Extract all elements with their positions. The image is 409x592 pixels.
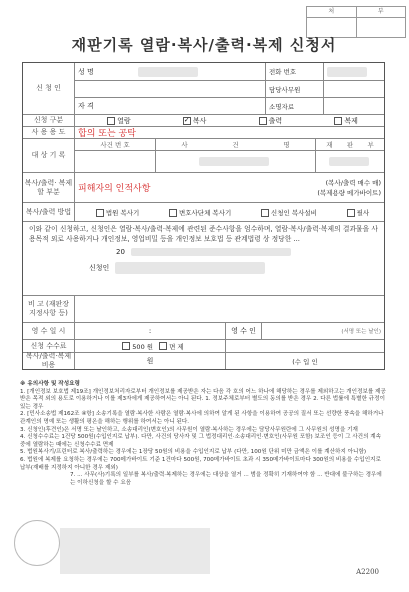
case-h6: 판 xyxy=(346,141,354,149)
fee-opt1: 500 원 xyxy=(132,342,154,351)
relation-label: 자 격 xyxy=(78,102,94,110)
note-item-1: 1. [개인정보 보호법 제19조] 개인정보처리자로부터 개인정보를 제공받은 자는 다음 각 호의 어느 하나에 해당하는 경우를 제외하고는 개인정보를 제공받은 목적 외의 용도로 이용하거나 이를 제3자에게 제공하여서는 아니 된다. 1. 정보주체로부터 별도의 동의를 받은 경우 2. 다른 법률에 특별한 규정이 있는 경우 xyxy=(20,388,386,410)
signer-label: 신청인 xyxy=(89,264,110,272)
note-item-7: 7. ... 사무(사)기록의 일부를 복사/출력·복제하는 경우에는 대상을 열거 ... 범을 정확히 기재하여야 함 ... 반대에 불구하는 경우에는 이하신청을 할 수 요음 xyxy=(70,472,382,486)
opt-print-label: 출력 xyxy=(268,116,283,125)
request-type-label: 신청 구분 xyxy=(23,115,75,126)
receiver-label: 영 수 인 xyxy=(225,323,261,339)
stamp-col2: 부 xyxy=(356,7,406,17)
checkbox-copy[interactable] xyxy=(183,117,191,125)
note-item-4: 4. 신청수수료는 1건당 500원(수입인지로 납부). 다만, 사건의 당사자 및 그 법정대리인·소송대리인·변호인(사무원 포함) 보조인 등이 그 사건의 계속 중에 열람하는 때에는 신청수수료 면제 xyxy=(20,434,382,448)
method-opt-1: 법원 복사기 xyxy=(105,208,140,217)
notes-heading: ※ 유의사항 및 작성요령 xyxy=(20,381,80,387)
count-label2: (복제용량 메가바이트) xyxy=(317,188,381,197)
fee-label: 신청 수수료 xyxy=(23,340,75,352)
faint-seal xyxy=(14,520,60,566)
note-item-6: 6. 법원에 복제를 요청하는 경우에는 700메가바이트 기준 1건마다 500원, 700메가바이트 초과 시 350메가바이트마다 300원의 비용을 수입인지로 납부(재배를 지정하지 아니한 경우 제외) xyxy=(20,456,381,471)
checkbox-handwrite[interactable] xyxy=(347,209,355,217)
cost-unit: 원 xyxy=(146,357,154,365)
checkbox-duplicate[interactable] xyxy=(334,117,342,125)
checkbox-fee-500[interactable] xyxy=(122,342,130,350)
stamp-label: (수 입 인 xyxy=(225,353,384,369)
form-title: 재판기록 열람·복사/출력·복제 신청서 xyxy=(71,36,337,54)
cost-label: 복사/출력·복제 비용 xyxy=(23,353,75,369)
opt-copy-label: 복사 xyxy=(192,116,207,125)
case-h2: 사 xyxy=(181,141,188,149)
case-h7: 부 xyxy=(367,141,374,149)
usage-value: 합의 또는 공탁 xyxy=(78,129,136,139)
remark-label: 비 고 (재판장 지정사항 등) xyxy=(23,296,75,322)
stamp-col1: 처 xyxy=(328,8,335,15)
copy-part-label: 복사/출력· 복제할 부분 xyxy=(23,173,75,202)
opt-view-label: 열람 xyxy=(117,116,131,125)
case-no-header: 사건 번 호 xyxy=(100,141,130,149)
case-h5: 재 xyxy=(326,141,333,149)
officer-label: 담당사무원 xyxy=(265,81,323,97)
count-label: (복사/출력 매수 매) xyxy=(325,178,381,187)
opt-duplicate-label: 복제 xyxy=(344,116,358,125)
redacted-block xyxy=(60,528,210,574)
note-item-3: 3. 신청인(후견인)은 서명 또는 날인하고, 소송대리인(변호인)의 사무원이 열람·복사하는 경우에는 담당사무원란에 그 사무원의 성명을 기재 xyxy=(20,426,358,433)
usage-label: 사 용 용 도 xyxy=(23,127,75,138)
receipt-sep: : xyxy=(148,327,152,335)
method-opt-3: 신청인 복사설비 xyxy=(270,208,317,217)
case-h4: 명 xyxy=(283,141,290,149)
receipt-date-label: 영 수 일 시 xyxy=(23,323,75,339)
checkbox-print[interactable] xyxy=(259,117,267,125)
submit-label: 소명자료 xyxy=(265,98,323,114)
checkbox-view[interactable] xyxy=(107,117,115,125)
checkbox-fee-exempt[interactable] xyxy=(159,342,167,350)
method-label: 복사/출력 방법 xyxy=(23,203,75,221)
copy-part-value: 피해자의 인적사항 xyxy=(78,184,151,194)
phone-label: 전화 번호 xyxy=(265,63,323,80)
checkbox-bar-copier[interactable] xyxy=(169,209,177,217)
fee-opt2: 면 제 xyxy=(169,342,184,351)
application-form xyxy=(22,62,385,370)
note-item-2: 2. [민사소송법 제162조 ④항] 소송기록을 열람·복사한 사람은 열람·복사에 의하여 알게 된 사항을 이용하여 공공의 질서 또는 선량한 풍속을 해하거나 관계인의 명예 또는 생활의 평온을 해하는 행위를 하여서는 아니 된다. xyxy=(20,411,384,425)
form-code: A2200 xyxy=(356,568,379,576)
checkbox-court-copier[interactable] xyxy=(96,209,104,217)
method-opt-4: 필사 xyxy=(356,208,370,217)
case-label: 대 상 기 록 xyxy=(23,139,75,172)
checkbox-own-device[interactable] xyxy=(261,209,269,217)
pledge-text: 이와 같이 신청하고, 신청인은 열람·복사/출력·복제에 관련된 준수사항을 엄수하며, 열람·복사/출력·복제의 결과물을 사용목적 외로 사용하거나 개인정보, 영업비밀 등을 개인정보 보호법 등 관계법령 상 정당한 ... xyxy=(29,225,378,243)
date-prefix: 20 xyxy=(116,248,125,256)
name-label: 성 명 xyxy=(78,67,94,76)
method-opt-2: 변호사단체 복사기 xyxy=(178,208,232,217)
applicant-label: 신 청 인 xyxy=(23,63,75,114)
notes-section xyxy=(20,381,386,487)
receiver-sign: (서명 또는 날인) xyxy=(261,323,384,339)
case-h3: 건 xyxy=(232,141,239,149)
note-item-5: 5. 법원복사기/프린터로 복사/출력하는 경우에는 1장당 50원의 비용을 수입인지로 납부 (다만, 100원 단위 미만 금액은 이를 계산하지 아니함) xyxy=(20,449,367,456)
